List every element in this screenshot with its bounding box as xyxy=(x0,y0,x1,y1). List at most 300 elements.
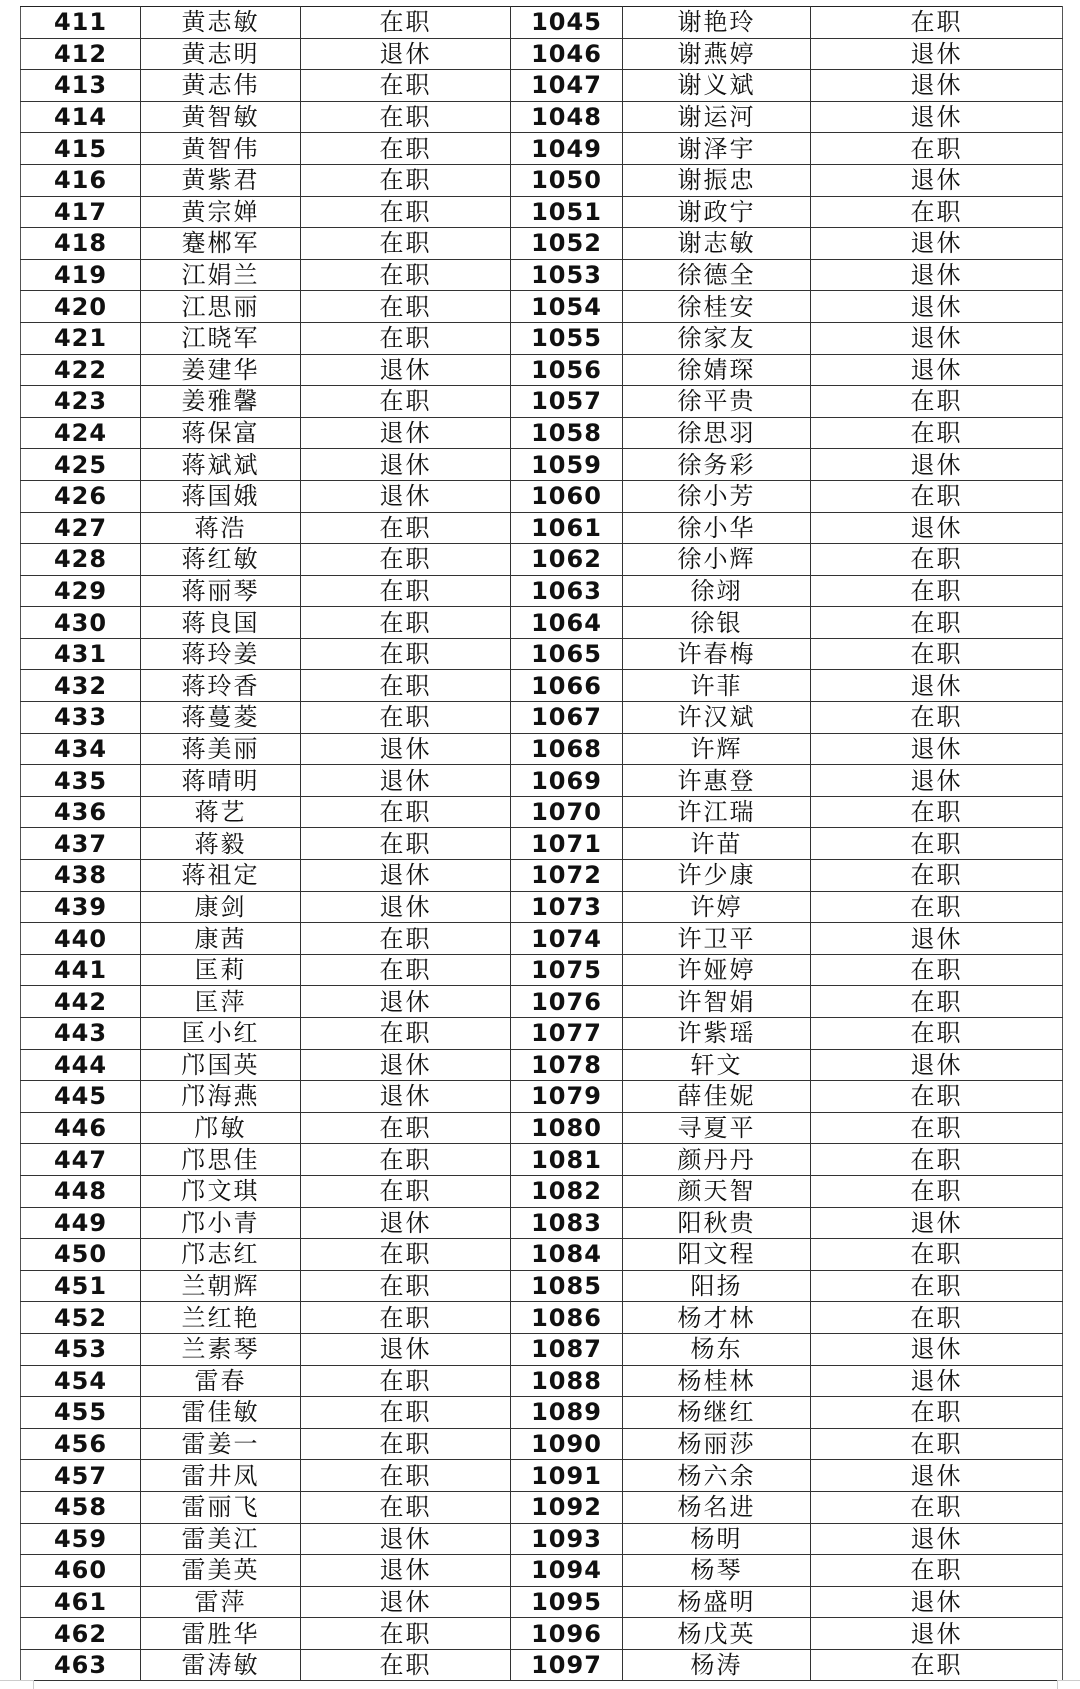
right-name-cell: 徐小芳 xyxy=(623,480,811,512)
right-number-cell: 1086 xyxy=(511,1302,623,1334)
left-name-cell: 黄志敏 xyxy=(141,7,301,39)
table-row xyxy=(21,544,1063,576)
left-status-cell: 退休 xyxy=(301,1523,511,1555)
left-number-cell: 436 xyxy=(21,796,141,828)
left-status-cell: 在职 xyxy=(301,386,511,418)
left-name-cell: 姜建华 xyxy=(141,354,301,386)
left-status-cell: 退休 xyxy=(301,449,511,481)
right-name-cell: 许辉 xyxy=(623,733,811,765)
table-row xyxy=(21,101,1063,133)
left-name-cell: 黄志明 xyxy=(141,38,301,70)
right-status-cell: 退休 xyxy=(811,259,1063,291)
right-name-cell: 谢艳玲 xyxy=(623,7,811,39)
right-number-cell: 1056 xyxy=(511,354,623,386)
right-name-cell: 阳秋贵 xyxy=(623,1207,811,1239)
right-name-cell: 杨桂林 xyxy=(623,1365,811,1397)
left-status-cell: 在职 xyxy=(301,1302,511,1334)
right-status-cell: 退休 xyxy=(811,449,1063,481)
table-row xyxy=(21,449,1063,481)
left-number-cell: 424 xyxy=(21,417,141,449)
left-name-cell: 兰朝辉 xyxy=(141,1270,301,1302)
right-status-cell: 退休 xyxy=(811,354,1063,386)
right-name-cell: 谢振忠 xyxy=(623,164,811,196)
right-status-cell: 退休 xyxy=(811,1049,1063,1081)
right-name-cell: 徐婧琛 xyxy=(623,354,811,386)
table-row xyxy=(21,1365,1063,1397)
left-status-cell: 退休 xyxy=(301,1555,511,1587)
left-number-cell: 440 xyxy=(21,923,141,955)
right-name-cell: 徐德全 xyxy=(623,259,811,291)
left-name-cell: 雷美江 xyxy=(141,1523,301,1555)
table-row xyxy=(21,575,1063,607)
left-status-cell: 退休 xyxy=(301,765,511,797)
right-name-cell: 徐务彩 xyxy=(623,449,811,481)
left-status-cell: 在职 xyxy=(301,1649,511,1681)
table-row xyxy=(21,1018,1063,1050)
left-number-cell: 434 xyxy=(21,733,141,765)
left-name-cell: 匡小红 xyxy=(141,1018,301,1050)
left-status-cell: 在职 xyxy=(301,1460,511,1492)
table-row xyxy=(21,322,1063,354)
table-row xyxy=(21,512,1063,544)
table-row xyxy=(21,228,1063,260)
right-status-cell: 在职 xyxy=(811,1428,1063,1460)
table-row xyxy=(21,860,1063,892)
left-status-cell: 退休 xyxy=(301,891,511,923)
left-number-cell: 414 xyxy=(21,101,141,133)
left-number-cell: 442 xyxy=(21,986,141,1018)
table-row xyxy=(21,986,1063,1018)
right-number-cell: 1081 xyxy=(511,1144,623,1176)
right-status-cell: 退休 xyxy=(811,228,1063,260)
left-name-cell: 雷涛敏 xyxy=(141,1649,301,1681)
left-name-cell: 雷姜一 xyxy=(141,1428,301,1460)
left-status-cell: 在职 xyxy=(301,638,511,670)
right-number-cell: 1079 xyxy=(511,1081,623,1113)
right-number-cell: 1071 xyxy=(511,828,623,860)
left-number-cell: 439 xyxy=(21,891,141,923)
left-name-cell: 蹇郴军 xyxy=(141,228,301,260)
table-row xyxy=(21,259,1063,291)
right-status-cell: 退休 xyxy=(811,923,1063,955)
left-number-cell: 448 xyxy=(21,1175,141,1207)
right-name-cell: 阳文程 xyxy=(623,1239,811,1271)
table-row xyxy=(21,828,1063,860)
right-status-cell: 退休 xyxy=(811,1460,1063,1492)
right-number-cell: 1093 xyxy=(511,1523,623,1555)
roster-table xyxy=(20,6,1063,1681)
right-status-cell: 退休 xyxy=(811,733,1063,765)
left-number-cell: 457 xyxy=(21,1460,141,1492)
left-number-cell: 431 xyxy=(21,638,141,670)
right-name-cell: 许菲 xyxy=(623,670,811,702)
right-status-cell: 在职 xyxy=(811,986,1063,1018)
right-name-cell: 杨明 xyxy=(623,1523,811,1555)
right-status-cell: 在职 xyxy=(811,1302,1063,1334)
left-number-cell: 437 xyxy=(21,828,141,860)
left-status-cell: 在职 xyxy=(301,607,511,639)
left-status-cell: 在职 xyxy=(301,1018,511,1050)
right-number-cell: 1095 xyxy=(511,1586,623,1618)
right-name-cell: 轩文 xyxy=(623,1049,811,1081)
right-status-cell: 退休 xyxy=(811,765,1063,797)
table-row xyxy=(21,923,1063,955)
right-name-cell: 杨戊英 xyxy=(623,1618,811,1650)
right-status-cell: 在职 xyxy=(811,1112,1063,1144)
left-name-cell: 蒋红敏 xyxy=(141,544,301,576)
left-name-cell: 邝志红 xyxy=(141,1239,301,1271)
right-status-cell: 在职 xyxy=(811,1397,1063,1429)
right-status-cell: 在职 xyxy=(811,196,1063,228)
right-number-cell: 1048 xyxy=(511,101,623,133)
right-status-cell: 在职 xyxy=(811,480,1063,512)
left-status-cell: 在职 xyxy=(301,1239,511,1271)
table-row xyxy=(21,70,1063,102)
right-number-cell: 1063 xyxy=(511,575,623,607)
table-row xyxy=(21,891,1063,923)
right-status-cell: 在职 xyxy=(811,1555,1063,1587)
right-number-cell: 1059 xyxy=(511,449,623,481)
left-name-cell: 康剑 xyxy=(141,891,301,923)
left-name-cell: 江晓军 xyxy=(141,322,301,354)
right-status-cell: 退休 xyxy=(811,1207,1063,1239)
left-status-cell: 退休 xyxy=(301,1049,511,1081)
left-number-cell: 461 xyxy=(21,1586,141,1618)
left-name-cell: 黄智敏 xyxy=(141,101,301,133)
left-number-cell: 449 xyxy=(21,1207,141,1239)
left-status-cell: 在职 xyxy=(301,133,511,165)
left-number-cell: 412 xyxy=(21,38,141,70)
left-status-cell: 退休 xyxy=(301,417,511,449)
right-name-cell: 谢燕婷 xyxy=(623,38,811,70)
left-name-cell: 邝敏 xyxy=(141,1112,301,1144)
left-name-cell: 雷丽飞 xyxy=(141,1491,301,1523)
left-status-cell: 在职 xyxy=(301,954,511,986)
left-number-cell: 456 xyxy=(21,1428,141,1460)
right-status-cell: 退休 xyxy=(811,1586,1063,1618)
right-number-cell: 1046 xyxy=(511,38,623,70)
left-number-cell: 435 xyxy=(21,765,141,797)
table-row xyxy=(21,7,1063,39)
left-status-cell: 在职 xyxy=(301,1428,511,1460)
right-name-cell: 许苗 xyxy=(623,828,811,860)
left-name-cell: 蒋玲姜 xyxy=(141,638,301,670)
left-name-cell: 邝文琪 xyxy=(141,1175,301,1207)
table-row xyxy=(21,765,1063,797)
left-number-cell: 423 xyxy=(21,386,141,418)
right-name-cell: 阳扬 xyxy=(623,1270,811,1302)
right-status-cell: 在职 xyxy=(811,1144,1063,1176)
right-name-cell: 薛佳妮 xyxy=(623,1081,811,1113)
table-row xyxy=(21,1523,1063,1555)
left-number-cell: 413 xyxy=(21,70,141,102)
left-status-cell: 在职 xyxy=(301,544,511,576)
right-status-cell: 退休 xyxy=(811,512,1063,544)
left-status-cell: 在职 xyxy=(301,1365,511,1397)
right-name-cell: 杨涛 xyxy=(623,1649,811,1681)
left-number-cell: 451 xyxy=(21,1270,141,1302)
left-status-cell: 在职 xyxy=(301,259,511,291)
table-row xyxy=(21,796,1063,828)
right-status-cell: 在职 xyxy=(811,891,1063,923)
left-name-cell: 蒋国娥 xyxy=(141,480,301,512)
right-status-cell: 退休 xyxy=(811,670,1063,702)
left-number-cell: 438 xyxy=(21,860,141,892)
left-name-cell: 雷美英 xyxy=(141,1555,301,1587)
left-status-cell: 在职 xyxy=(301,575,511,607)
right-status-cell: 在职 xyxy=(811,638,1063,670)
right-status-cell: 退休 xyxy=(811,1523,1063,1555)
right-name-cell: 杨六余 xyxy=(623,1460,811,1492)
right-name-cell: 许江瑞 xyxy=(623,796,811,828)
left-number-cell: 420 xyxy=(21,291,141,323)
right-number-cell: 1089 xyxy=(511,1397,623,1429)
left-number-cell: 428 xyxy=(21,544,141,576)
table-row xyxy=(21,1555,1063,1587)
right-number-cell: 1080 xyxy=(511,1112,623,1144)
left-status-cell: 在职 xyxy=(301,1112,511,1144)
left-name-cell: 黄宗婵 xyxy=(141,196,301,228)
left-number-cell: 447 xyxy=(21,1144,141,1176)
left-name-cell: 邝小青 xyxy=(141,1207,301,1239)
right-status-cell: 在职 xyxy=(811,702,1063,734)
right-status-cell: 退休 xyxy=(811,322,1063,354)
right-name-cell: 寻夏平 xyxy=(623,1112,811,1144)
right-number-cell: 1087 xyxy=(511,1333,623,1365)
right-status-cell: 在职 xyxy=(811,7,1063,39)
right-number-cell: 1082 xyxy=(511,1175,623,1207)
right-status-cell: 退休 xyxy=(811,101,1063,133)
left-status-cell: 在职 xyxy=(301,702,511,734)
right-name-cell: 许娅婷 xyxy=(623,954,811,986)
table-row xyxy=(21,954,1063,986)
left-name-cell: 雷井凤 xyxy=(141,1460,301,1492)
right-number-cell: 1057 xyxy=(511,386,623,418)
right-number-cell: 1091 xyxy=(511,1460,623,1492)
right-name-cell: 杨继红 xyxy=(623,1397,811,1429)
table-row xyxy=(21,480,1063,512)
left-number-cell: 416 xyxy=(21,164,141,196)
left-status-cell: 退休 xyxy=(301,1333,511,1365)
right-status-cell: 在职 xyxy=(811,386,1063,418)
left-name-cell: 蒋斌斌 xyxy=(141,449,301,481)
left-status-cell: 退休 xyxy=(301,38,511,70)
right-status-cell: 退休 xyxy=(811,291,1063,323)
right-status-cell: 在职 xyxy=(811,544,1063,576)
right-number-cell: 1077 xyxy=(511,1018,623,1050)
right-status-cell: 退休 xyxy=(811,1365,1063,1397)
right-name-cell: 谢志敏 xyxy=(623,228,811,260)
left-number-cell: 443 xyxy=(21,1018,141,1050)
right-number-cell: 1075 xyxy=(511,954,623,986)
right-status-cell: 退休 xyxy=(811,1333,1063,1365)
right-number-cell: 1097 xyxy=(511,1649,623,1681)
table-row xyxy=(21,1586,1063,1618)
right-number-cell: 1085 xyxy=(511,1270,623,1302)
right-name-cell: 许春梅 xyxy=(623,638,811,670)
left-number-cell: 419 xyxy=(21,259,141,291)
table-row xyxy=(21,1112,1063,1144)
left-status-cell: 在职 xyxy=(301,7,511,39)
right-status-cell: 在职 xyxy=(811,417,1063,449)
left-status-cell: 退休 xyxy=(301,1207,511,1239)
table-row xyxy=(21,670,1063,702)
left-number-cell: 444 xyxy=(21,1049,141,1081)
table-row xyxy=(21,1460,1063,1492)
table-row xyxy=(21,1428,1063,1460)
right-status-cell: 在职 xyxy=(811,1018,1063,1050)
table-row xyxy=(21,1207,1063,1239)
left-name-cell: 蒋祖定 xyxy=(141,860,301,892)
right-status-cell: 在职 xyxy=(811,828,1063,860)
left-number-cell: 450 xyxy=(21,1239,141,1271)
left-name-cell: 兰素琴 xyxy=(141,1333,301,1365)
right-name-cell: 杨东 xyxy=(623,1333,811,1365)
left-status-cell: 在职 xyxy=(301,322,511,354)
left-status-cell: 在职 xyxy=(301,1618,511,1650)
right-status-cell: 退休 xyxy=(811,1618,1063,1650)
right-name-cell: 徐平贵 xyxy=(623,386,811,418)
left-status-cell: 退休 xyxy=(301,1586,511,1618)
table-row xyxy=(21,354,1063,386)
table-row xyxy=(21,133,1063,165)
right-number-cell: 1069 xyxy=(511,765,623,797)
left-status-cell: 在职 xyxy=(301,1175,511,1207)
right-status-cell: 退休 xyxy=(811,70,1063,102)
right-number-cell: 1092 xyxy=(511,1491,623,1523)
right-number-cell: 1073 xyxy=(511,891,623,923)
left-status-cell: 在职 xyxy=(301,291,511,323)
left-status-cell: 在职 xyxy=(301,512,511,544)
left-status-cell: 在职 xyxy=(301,1270,511,1302)
right-name-cell: 许智娟 xyxy=(623,986,811,1018)
right-name-cell: 谢义斌 xyxy=(623,70,811,102)
right-number-cell: 1078 xyxy=(511,1049,623,1081)
left-number-cell: 446 xyxy=(21,1112,141,1144)
table-row xyxy=(21,1239,1063,1271)
left-number-cell: 433 xyxy=(21,702,141,734)
table-row xyxy=(21,1081,1063,1113)
right-status-cell: 在职 xyxy=(811,1175,1063,1207)
right-number-cell: 1054 xyxy=(511,291,623,323)
right-name-cell: 许卫平 xyxy=(623,923,811,955)
left-number-cell: 454 xyxy=(21,1365,141,1397)
right-number-cell: 1045 xyxy=(511,7,623,39)
right-name-cell: 徐翊 xyxy=(623,575,811,607)
left-number-cell: 425 xyxy=(21,449,141,481)
table-row xyxy=(21,417,1063,449)
left-number-cell: 445 xyxy=(21,1081,141,1113)
right-number-cell: 1052 xyxy=(511,228,623,260)
right-number-cell: 1072 xyxy=(511,860,623,892)
right-name-cell: 杨才林 xyxy=(623,1302,811,1334)
left-status-cell: 在职 xyxy=(301,1144,511,1176)
right-status-cell: 在职 xyxy=(811,860,1063,892)
left-name-cell: 蒋毅 xyxy=(141,828,301,860)
right-name-cell: 谢运河 xyxy=(623,101,811,133)
left-status-cell: 在职 xyxy=(301,670,511,702)
left-name-cell: 黄紫君 xyxy=(141,164,301,196)
left-status-cell: 退休 xyxy=(301,986,511,1018)
left-name-cell: 邝思佳 xyxy=(141,1144,301,1176)
right-name-cell: 许汉斌 xyxy=(623,702,811,734)
table-row xyxy=(21,702,1063,734)
right-number-cell: 1067 xyxy=(511,702,623,734)
left-number-cell: 452 xyxy=(21,1302,141,1334)
table-row xyxy=(21,196,1063,228)
right-number-cell: 1047 xyxy=(511,70,623,102)
left-number-cell: 429 xyxy=(21,575,141,607)
left-status-cell: 在职 xyxy=(301,101,511,133)
left-status-cell: 在职 xyxy=(301,228,511,260)
right-status-cell: 在职 xyxy=(811,1239,1063,1271)
roster-body xyxy=(21,7,1063,1681)
right-number-cell: 1094 xyxy=(511,1555,623,1587)
table-row xyxy=(21,1397,1063,1429)
right-number-cell: 1065 xyxy=(511,638,623,670)
left-name-cell: 蒋美丽 xyxy=(141,733,301,765)
right-name-cell: 杨名进 xyxy=(623,1491,811,1523)
table-row xyxy=(21,1302,1063,1334)
right-name-cell: 徐银 xyxy=(623,607,811,639)
left-name-cell: 雷佳敏 xyxy=(141,1397,301,1429)
left-name-cell: 蒋晴明 xyxy=(141,765,301,797)
left-name-cell: 匡萍 xyxy=(141,986,301,1018)
table-row xyxy=(21,38,1063,70)
right-name-cell: 徐家友 xyxy=(623,322,811,354)
left-name-cell: 雷胜华 xyxy=(141,1618,301,1650)
left-name-cell: 蒋保富 xyxy=(141,417,301,449)
left-number-cell: 421 xyxy=(21,322,141,354)
left-status-cell: 退休 xyxy=(301,733,511,765)
right-status-cell: 在职 xyxy=(811,1270,1063,1302)
left-status-cell: 在职 xyxy=(301,923,511,955)
left-name-cell: 匡莉 xyxy=(141,954,301,986)
left-name-cell: 蒋浩 xyxy=(141,512,301,544)
left-number-cell: 462 xyxy=(21,1618,141,1650)
right-status-cell: 在职 xyxy=(811,607,1063,639)
left-number-cell: 458 xyxy=(21,1491,141,1523)
left-status-cell: 在职 xyxy=(301,70,511,102)
left-number-cell: 453 xyxy=(21,1333,141,1365)
right-status-cell: 在职 xyxy=(811,133,1063,165)
right-name-cell: 徐小辉 xyxy=(623,544,811,576)
left-name-cell: 邝国英 xyxy=(141,1049,301,1081)
right-number-cell: 1084 xyxy=(511,1239,623,1271)
table-row xyxy=(21,1049,1063,1081)
left-status-cell: 在职 xyxy=(301,196,511,228)
left-number-cell: 430 xyxy=(21,607,141,639)
table-row xyxy=(21,386,1063,418)
left-status-cell: 退休 xyxy=(301,1081,511,1113)
left-number-cell: 463 xyxy=(21,1649,141,1681)
left-number-cell: 422 xyxy=(21,354,141,386)
table-row xyxy=(21,164,1063,196)
table-row xyxy=(21,1270,1063,1302)
right-number-cell: 1068 xyxy=(511,733,623,765)
left-name-cell: 蒋丽琴 xyxy=(141,575,301,607)
right-number-cell: 1053 xyxy=(511,259,623,291)
left-status-cell: 在职 xyxy=(301,1491,511,1523)
left-name-cell: 黄智伟 xyxy=(141,133,301,165)
left-number-cell: 411 xyxy=(21,7,141,39)
table-row xyxy=(21,1649,1063,1681)
right-status-cell: 在职 xyxy=(811,954,1063,986)
right-status-cell: 退休 xyxy=(811,164,1063,196)
right-name-cell: 许少康 xyxy=(623,860,811,892)
right-number-cell: 1074 xyxy=(511,923,623,955)
left-status-cell: 退休 xyxy=(301,354,511,386)
